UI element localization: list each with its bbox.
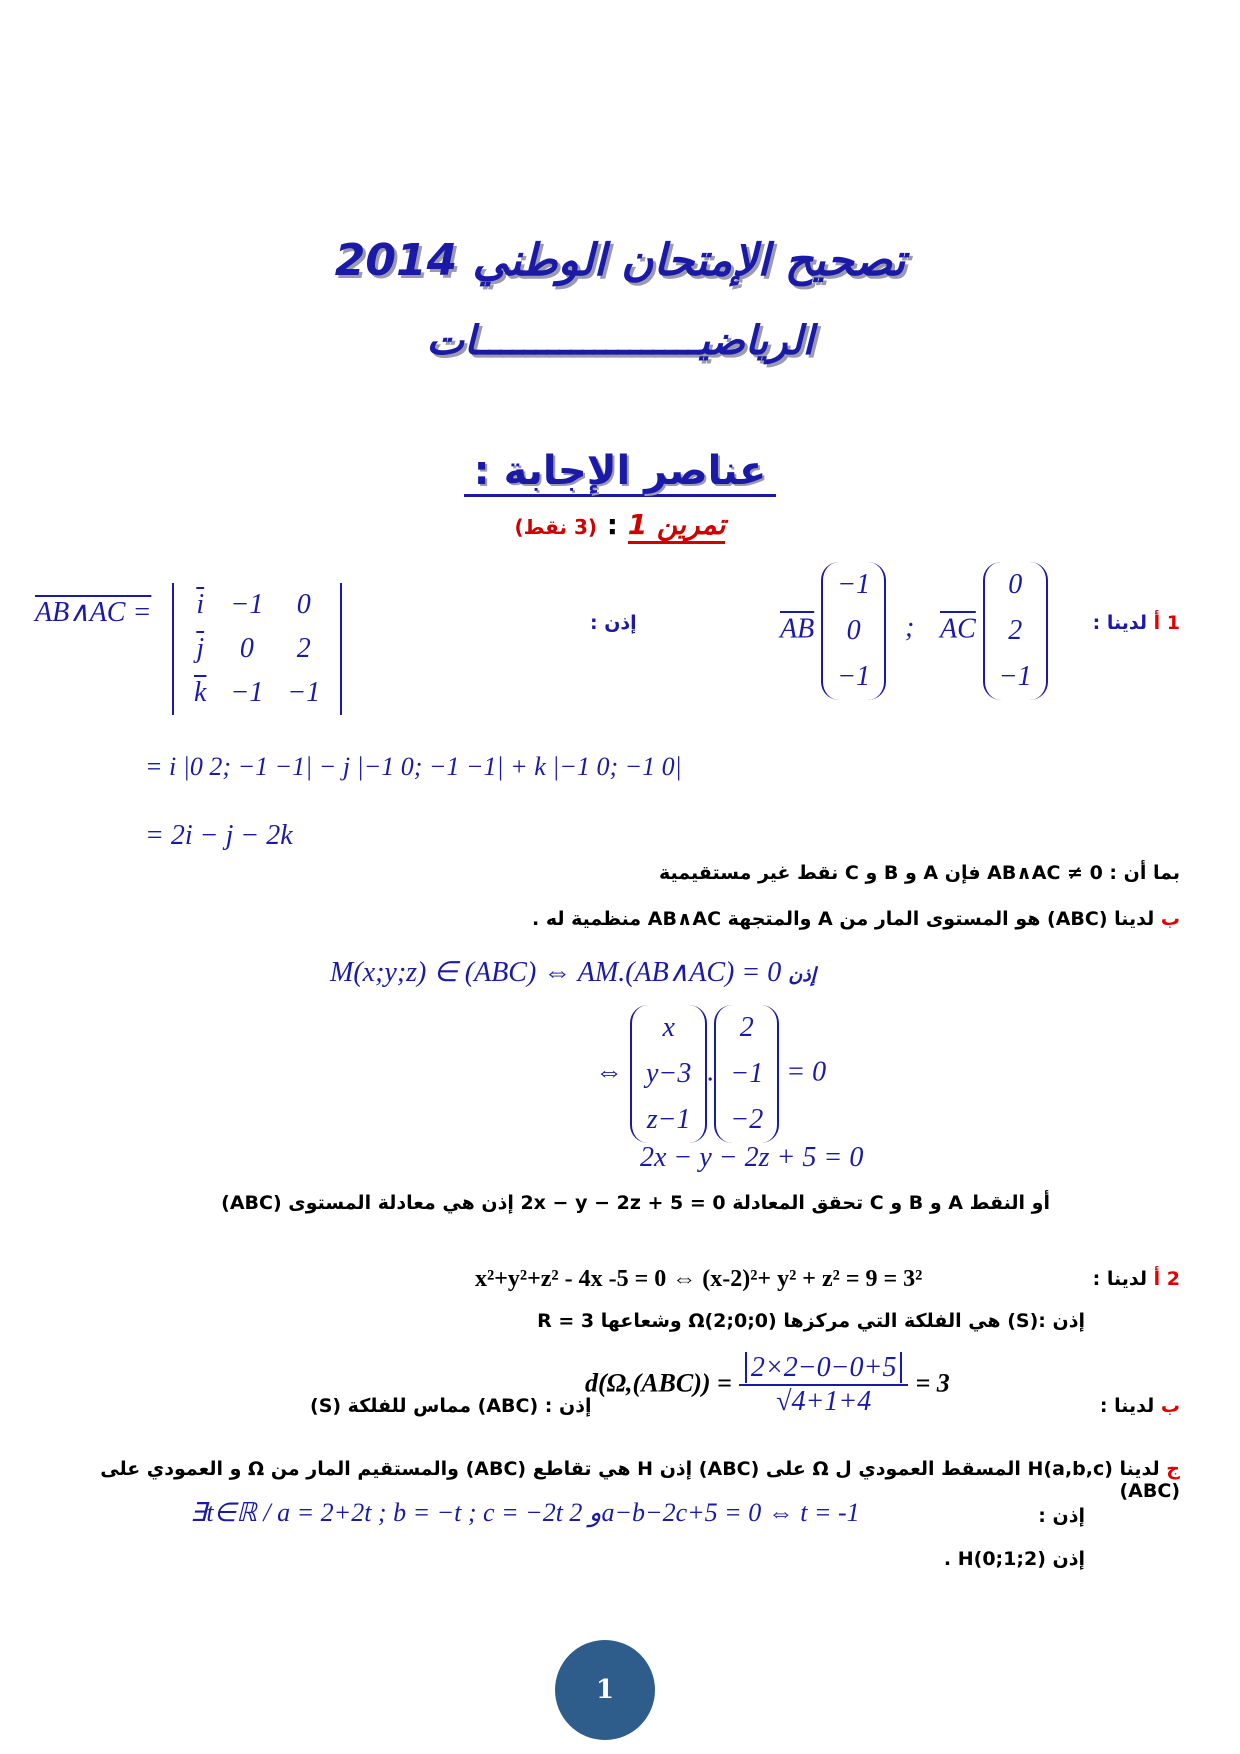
det-cell: −1	[230, 677, 264, 708]
plane-eq1-text: M(x;y;z) ∈ (ABC) ⇔ AM.(AB∧AC) = 0	[330, 957, 782, 988]
q1b-remark: أو النقط A و B و C تحقق المعادلة 2x − y − 2z + 5 = 0 إذن هي معادلة المستوى (ABC)	[221, 1192, 1050, 1214]
normal-vector	[714, 1005, 779, 1143]
det-cell: −1	[230, 589, 264, 620]
cross-determinant	[172, 583, 342, 715]
dot-product: ⇔ x y−3 z−1.2 −1 −2 = 0	[595, 1005, 826, 1143]
distance-lhs: d(Ω,(ABC)) =	[585, 1368, 732, 1398]
det-cell: 0	[296, 589, 311, 620]
ab-y: 0	[846, 615, 861, 646]
q2b-lead: لدينا :	[1099, 1395, 1155, 1417]
ac-column	[983, 562, 1048, 700]
equiv-sign: ⇔	[595, 1056, 623, 1088]
q1b-part: ب	[1160, 908, 1180, 930]
page-number-badge: 1	[555, 1640, 655, 1740]
exercise-title	[0, 508, 1240, 541]
q1a-lead: لدينا :	[1092, 612, 1147, 634]
distance-fraction: $\frac{2\times 2-0-0+5}{√4+1+4}$	[739, 1352, 909, 1418]
n-y: −1	[730, 1058, 764, 1089]
q2c-line	[60, 1458, 1180, 1502]
det-i: $\overline{i}$	[196, 589, 205, 620]
am-x: x	[662, 1012, 675, 1043]
det-cell: 0	[239, 633, 254, 664]
q1b-then: إذن	[788, 964, 816, 986]
n-z: −2	[730, 1104, 764, 1135]
ab-x: −1	[837, 569, 871, 600]
ac-x: 0	[1008, 569, 1023, 600]
vector-ac	[940, 562, 1048, 700]
q1a-conclusion: بما أن : AB∧AC ≠ 0 فإن A و B و C نقط غير مستقيمية	[659, 862, 1180, 884]
q2b-part: ب	[1160, 1395, 1180, 1417]
distance-denominator: 4+1+4	[791, 1386, 872, 1417]
vector-separator: ;	[905, 612, 915, 643]
distance-numerator: 2×2−0−0+5	[745, 1352, 903, 1383]
q1a-label	[1093, 612, 1180, 634]
document-title: تصحيح الإمتحان الوطني 2014	[334, 235, 906, 286]
q2b-label	[1100, 1395, 1180, 1417]
det-cell: 2	[296, 633, 311, 664]
ab-label: $\overline{AB}$	[780, 613, 815, 645]
am-y: y−3	[646, 1058, 692, 1089]
heading-text: عناصر الإجابة :	[464, 448, 777, 497]
q1-number: 1	[1166, 612, 1180, 634]
q2c-part: ج	[1166, 1458, 1180, 1480]
n-x: 2	[739, 1012, 754, 1043]
projection-system: ∃t∈ℝ / a = 2+2t ; b = −t ; c = −2t و 2a−b−2c+5 = 0 ⇔ t = -1	[190, 1498, 860, 1527]
q2a-lead: لدينا :	[1092, 1268, 1147, 1290]
q2a-part: أ	[1153, 1268, 1161, 1290]
am-z: z−1	[646, 1104, 691, 1135]
exercise-sep: :	[606, 508, 618, 541]
eq-zero: = 0	[786, 1056, 827, 1088]
q1b-line	[532, 908, 1180, 930]
cross-expansion: = i |0 2; −1 −1| − j |−1 0; −1 −1| + k |−1 0; −1 0|	[145, 752, 682, 781]
q2c-final: إذن H(0;1;2) .	[943, 1548, 1085, 1570]
q2c-then: إذن :	[1038, 1505, 1085, 1527]
cross-result: = 2i − j − 2k	[145, 820, 293, 851]
q2c-text: لدينا H(a,b,c) المسقط العمودي ل Ω على (ABC) إذن H هي تقاطع (ABC) والمستقيم المار من Ω و العمودي على (ABC)	[100, 1458, 1180, 1502]
ac-label: $\overline{AC}$	[940, 613, 976, 645]
determinant-3x3	[172, 583, 342, 715]
det-cell: −1	[287, 677, 321, 708]
q1a-then: إذن :	[590, 612, 637, 634]
exercise-name: تمرين 1	[628, 508, 726, 544]
cross-lhs: AB∧AC =	[35, 597, 152, 628]
ac-z: −1	[998, 661, 1032, 692]
det-k: $\overline{k}$	[194, 677, 207, 708]
ab-z: −1	[837, 661, 871, 692]
q2a-text: إذن :(S) هي الفلكة التي مركزها Ω(2;0;0) وشعاعها R = 3	[537, 1310, 1085, 1332]
plane-equation-1	[330, 955, 816, 989]
det-j: $\overline{j}$	[196, 633, 205, 664]
q2-number: 2	[1166, 1268, 1180, 1290]
exercise-points: (3 نقط)	[514, 515, 597, 539]
cross-product-lhs	[35, 595, 151, 629]
ac-y: 2	[1008, 615, 1023, 646]
subject-title: الرياضيـــــــــــــــــــات	[426, 318, 814, 364]
q2b-conclusion: إذن : (ABC) مماس للفلكة (S)	[310, 1395, 592, 1417]
vector-ab	[780, 562, 886, 700]
distance-formula	[585, 1352, 950, 1418]
sphere-equation: x²+y²+z² - 4x -5 = 0 ⇔ (x-2)²+ y² + z² = 9 = 3²	[475, 1266, 923, 1292]
plane-equation: 2x − y − 2z + 5 = 0	[640, 1142, 864, 1173]
vector-am	[630, 1005, 707, 1143]
distance-rhs: = 3	[915, 1368, 950, 1398]
q1a-part: أ	[1153, 612, 1161, 634]
answer-elements-heading	[0, 448, 1240, 494]
q1b-text: لدينا (ABC) هو المستوى المار من A والمتجهة AB∧AC منظمية له .	[532, 908, 1155, 930]
ab-column	[821, 562, 886, 700]
q2a-label	[1093, 1268, 1180, 1290]
